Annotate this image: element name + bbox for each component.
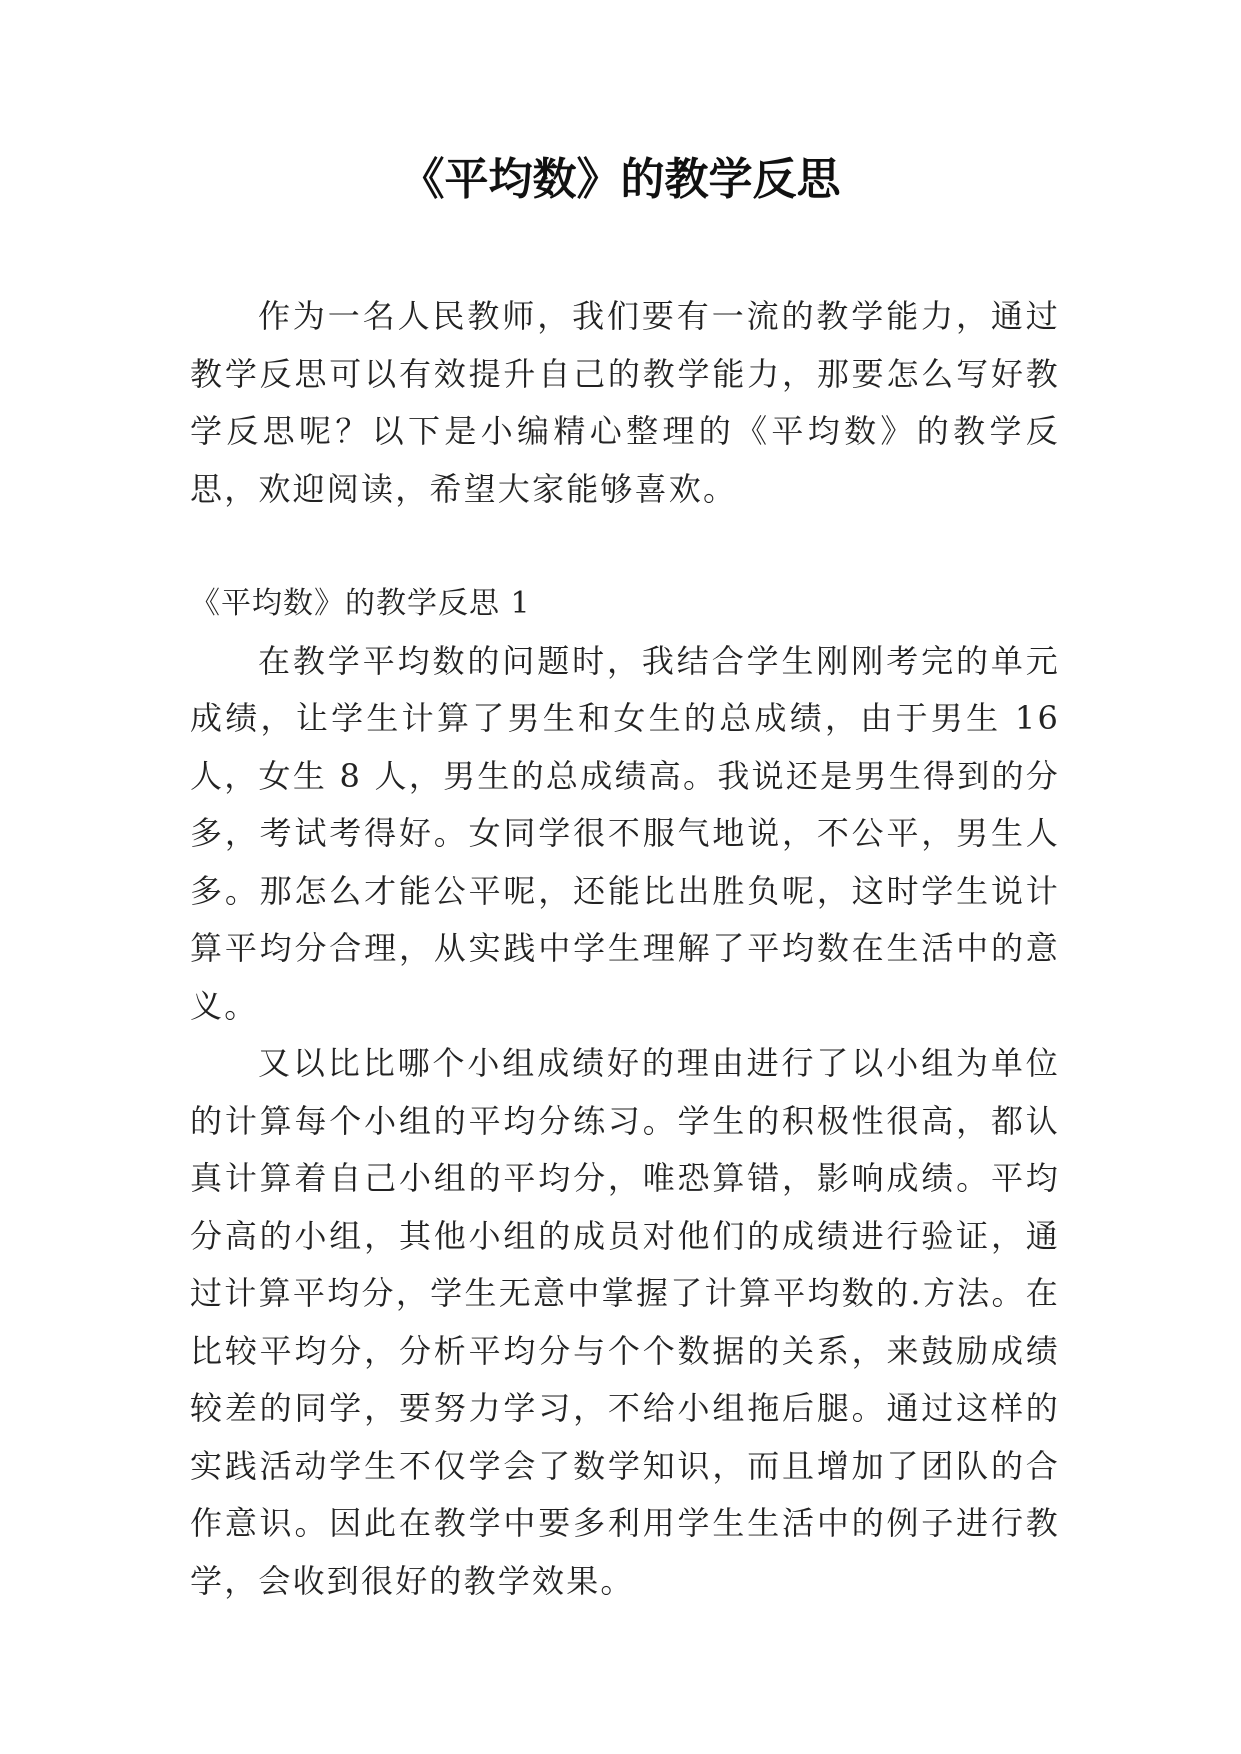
body-paragraph-1: 在教学平均数的问题时，我结合学生刚刚考完的单元成绩，让学生计算了男生和女生的总成绩，由于男生 16 人，女生 8 人，男生的总成绩高。我说还是男生得到的分多，考试考得好。女同学很不服气地说，不公平，男生人多。那怎么才能公平呢，还能比出胜负呢，这时学生说计算平均分合理，从实践中学生理解了平均数在生活中的意义。: [190, 641, 1060, 1025]
section-heading: 《平均数》的教学反思 1: [190, 586, 531, 621]
page-title: 《平均数》的教学反思: [400, 154, 841, 205]
document-body: [190, 288, 1060, 1610]
intro-paragraph: 作为一名人民教师，我们要有一流的教学能力，通过教学反思可以有效提升自己的教学能力，那要怎么写好教学反思呢？以下是小编精心整理的《平均数》的教学反思，欢迎阅读，希望大家能够喜欢。: [190, 297, 1060, 508]
body-paragraph-2: 又以比比哪个小组成绩好的理由进行了以小组为单位的计算每个小组的平均分练习。学生的积极性很高，都认真计算着自己小组的平均分，唯恐算错，影响成绩。平均分高的小组，其他小组的成员对他们的成绩进行验证，通过计算平均分，学生无意中掌握了计算平均数的.方法。在比较平均分，分析平均分与个个数据的关系，来鼓励成绩较差的同学，要努力学习，不给小组拖后腿。通过这样的实践活动学生不仅学会了数学知识，而且增加了团队的合作意识。因此在教学中要多利用学生生活中的例子进行教学，会收到很好的教学效果。: [190, 1044, 1060, 1600]
